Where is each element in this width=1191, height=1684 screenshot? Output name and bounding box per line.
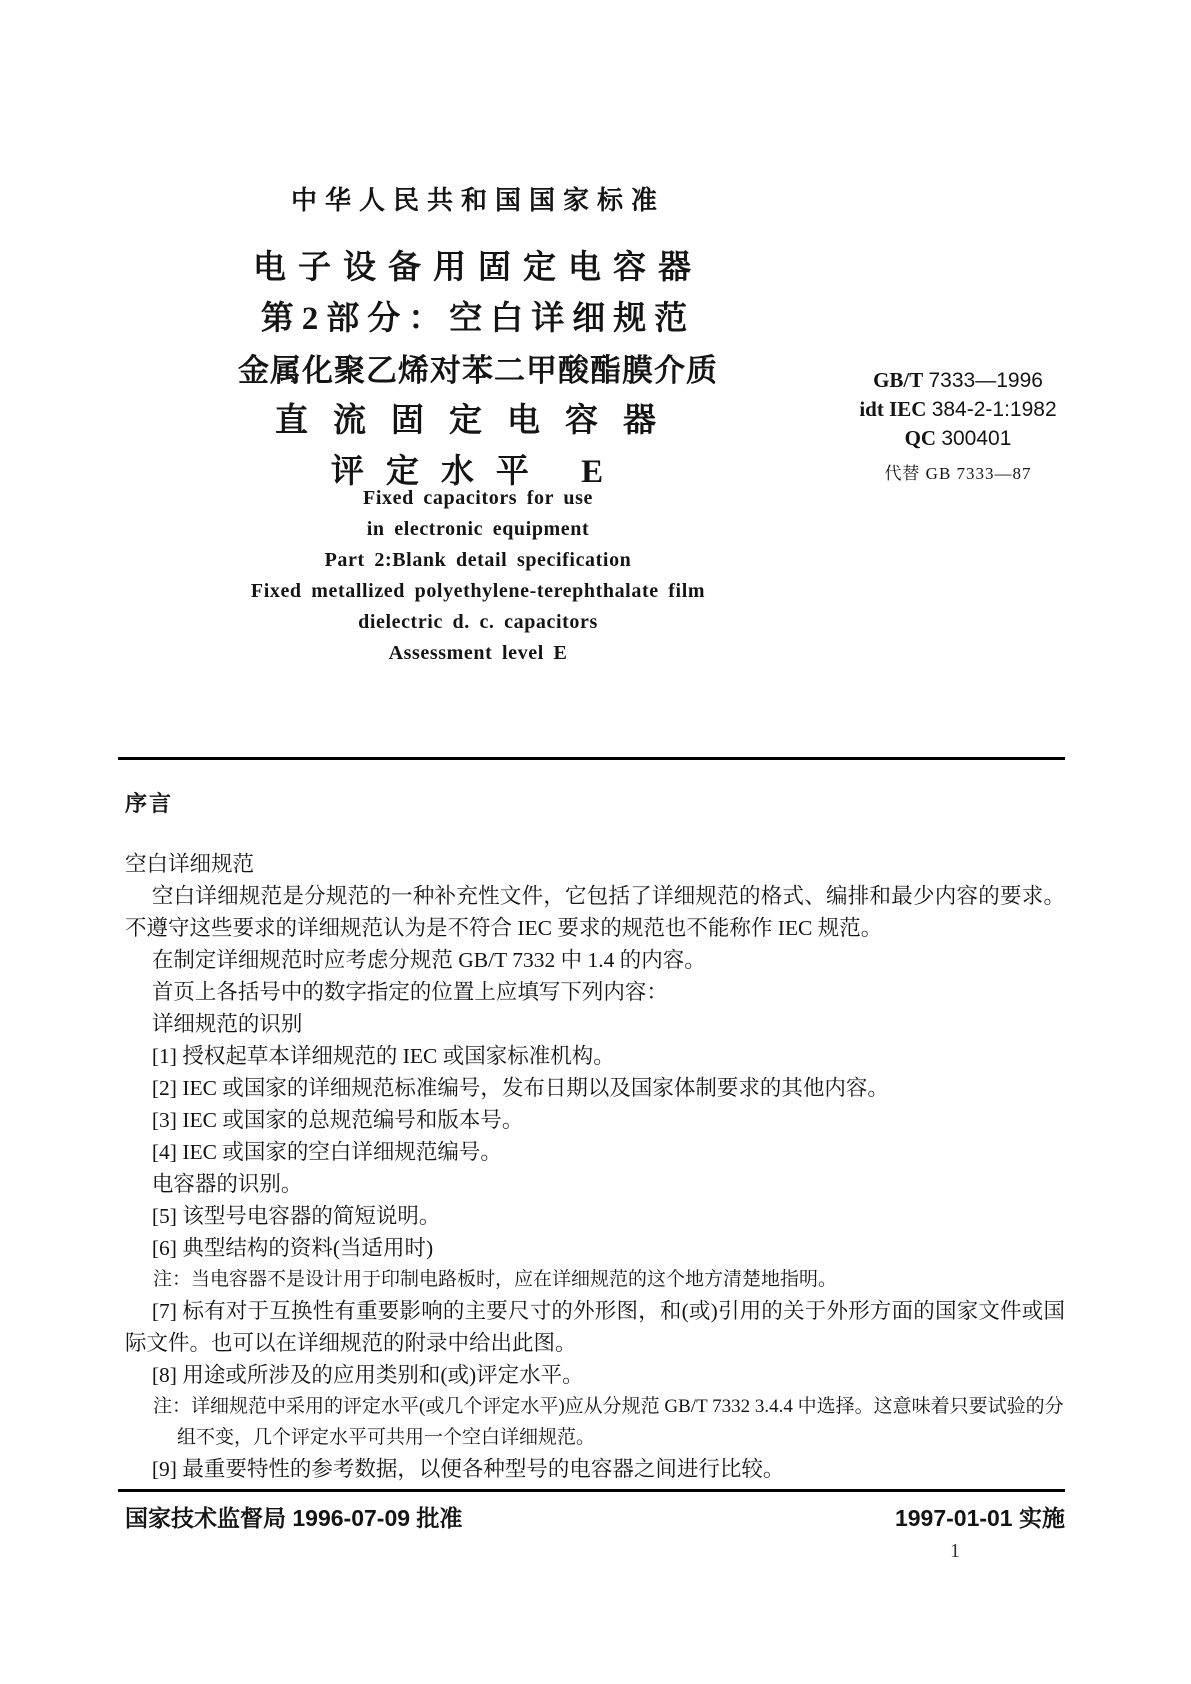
english-title-line: Fixed capacitors for use	[363, 487, 593, 509]
foreword-heading: 序言	[125, 791, 174, 816]
replaces-note: 代替 GB 7333—87	[884, 464, 1032, 483]
footer-divider-rule	[118, 1489, 1065, 1492]
title-line: 电子设备用固定电容器	[253, 250, 703, 286]
title-line: 金属化聚乙烯对苯二甲酸酯膜介质	[238, 353, 718, 388]
top-divider-rule	[118, 757, 1065, 760]
foreword-list-item: [2] IEC 或国家的详细规范标准编号，发布日期以及国家体制要求的其他内容。	[151, 1076, 889, 1100]
foreword-list-item: [6] 典型结构的资料(当适用时)	[151, 1236, 434, 1260]
english-title-line: Part 2:Blank detail specification	[324, 549, 632, 571]
chinese-title-block	[125, 243, 831, 498]
page-number: 1	[950, 1540, 960, 1562]
english-title-line: Assessment level E	[388, 642, 568, 664]
english-title-line: Fixed metallized polyethylene-terephthalate film	[250, 580, 706, 602]
implementation-date: 1997-01-01 实施	[894, 1505, 1065, 1531]
foreword-paragraph: 在制定详细规范时应考虑分规范 GB/T 7332 中 1.4 的内容。	[151, 948, 706, 972]
foreword-paragraph: 详细规范的识别	[151, 1012, 303, 1036]
title-line: 第2部分：空白详细规范	[260, 301, 696, 337]
english-title-line: dielectric d. c. capacitors	[358, 611, 598, 633]
foreword-list-item: [7] 标有对于互换性有重要影响的主要尺寸的外形图，和(或)引用的关于外形方面的国家文件或国际文件。也可以在详细规范的附录中给出此图。	[125, 1299, 1065, 1355]
foreword-list-item: [9] 最重要特性的参考数据，以便各种型号的电容器之间进行比较。	[151, 1457, 785, 1481]
foreword-note: 注：当电容器不是设计用于印制电路板时，应在详细规范的这个地方清楚地指明。	[153, 1269, 838, 1290]
standard-number: GB/T 7333—1996	[873, 368, 1043, 392]
foreword-paragraph: 电容器的识别。	[151, 1172, 303, 1196]
title-line: 直流固定电容器	[275, 403, 681, 439]
english-title-line: in electronic equipment	[366, 518, 590, 540]
foreword-paragraph: 首页上各括号中的数字指定的位置上应填写下列内容：	[151, 980, 668, 1004]
foreword-list-item: [5] 该型号电容器的简短说明。	[151, 1204, 441, 1228]
foreword-paragraph: 空白详细规范是分规范的一种补充性文件，它包括了详细规范的格式、编排和最少内容的要求。不遵守这些要求的详细规范认为是不符合 IEC 要求的规范也不能称作 IEC 规范。	[125, 884, 1065, 940]
foreword-list-item: [4] IEC 或国家的空白详细规范编号。	[151, 1140, 502, 1164]
foreword-note: 注：详细规范中采用的评定水平(或几个评定水平)应从分规范 GB/T 7332 3.4.4 中选择。这意味着只要试验的分组不变，几个评定水平可共用一个空白详细规范。	[153, 1396, 1064, 1448]
national-standard-header: 中华人民共和国国家标准	[290, 185, 665, 215]
english-title-block	[125, 483, 831, 669]
foreword-list-item: [8] 用途或所涉及的应用类别和(或)评定水平。	[151, 1363, 584, 1387]
foreword-section	[125, 788, 1065, 1485]
qc-number: QC 300401	[904, 426, 1012, 450]
title-line: 评定水平 E	[330, 454, 626, 490]
foreword-list-item: [3] IEC 或国家的总规范编号和版本号。	[151, 1108, 524, 1132]
foreword-paragraph: 空白详细规范	[125, 852, 255, 876]
approval-authority-date: 国家技术监督局 1996-07-09 批准	[125, 1505, 463, 1531]
foreword-list-item: [1] 授权起草本详细规范的 IEC 或国家标准机构。	[151, 1044, 615, 1068]
idt-reference: idt IEC 384-2-1:1982	[859, 397, 1057, 421]
standard-code-block	[838, 366, 1078, 488]
